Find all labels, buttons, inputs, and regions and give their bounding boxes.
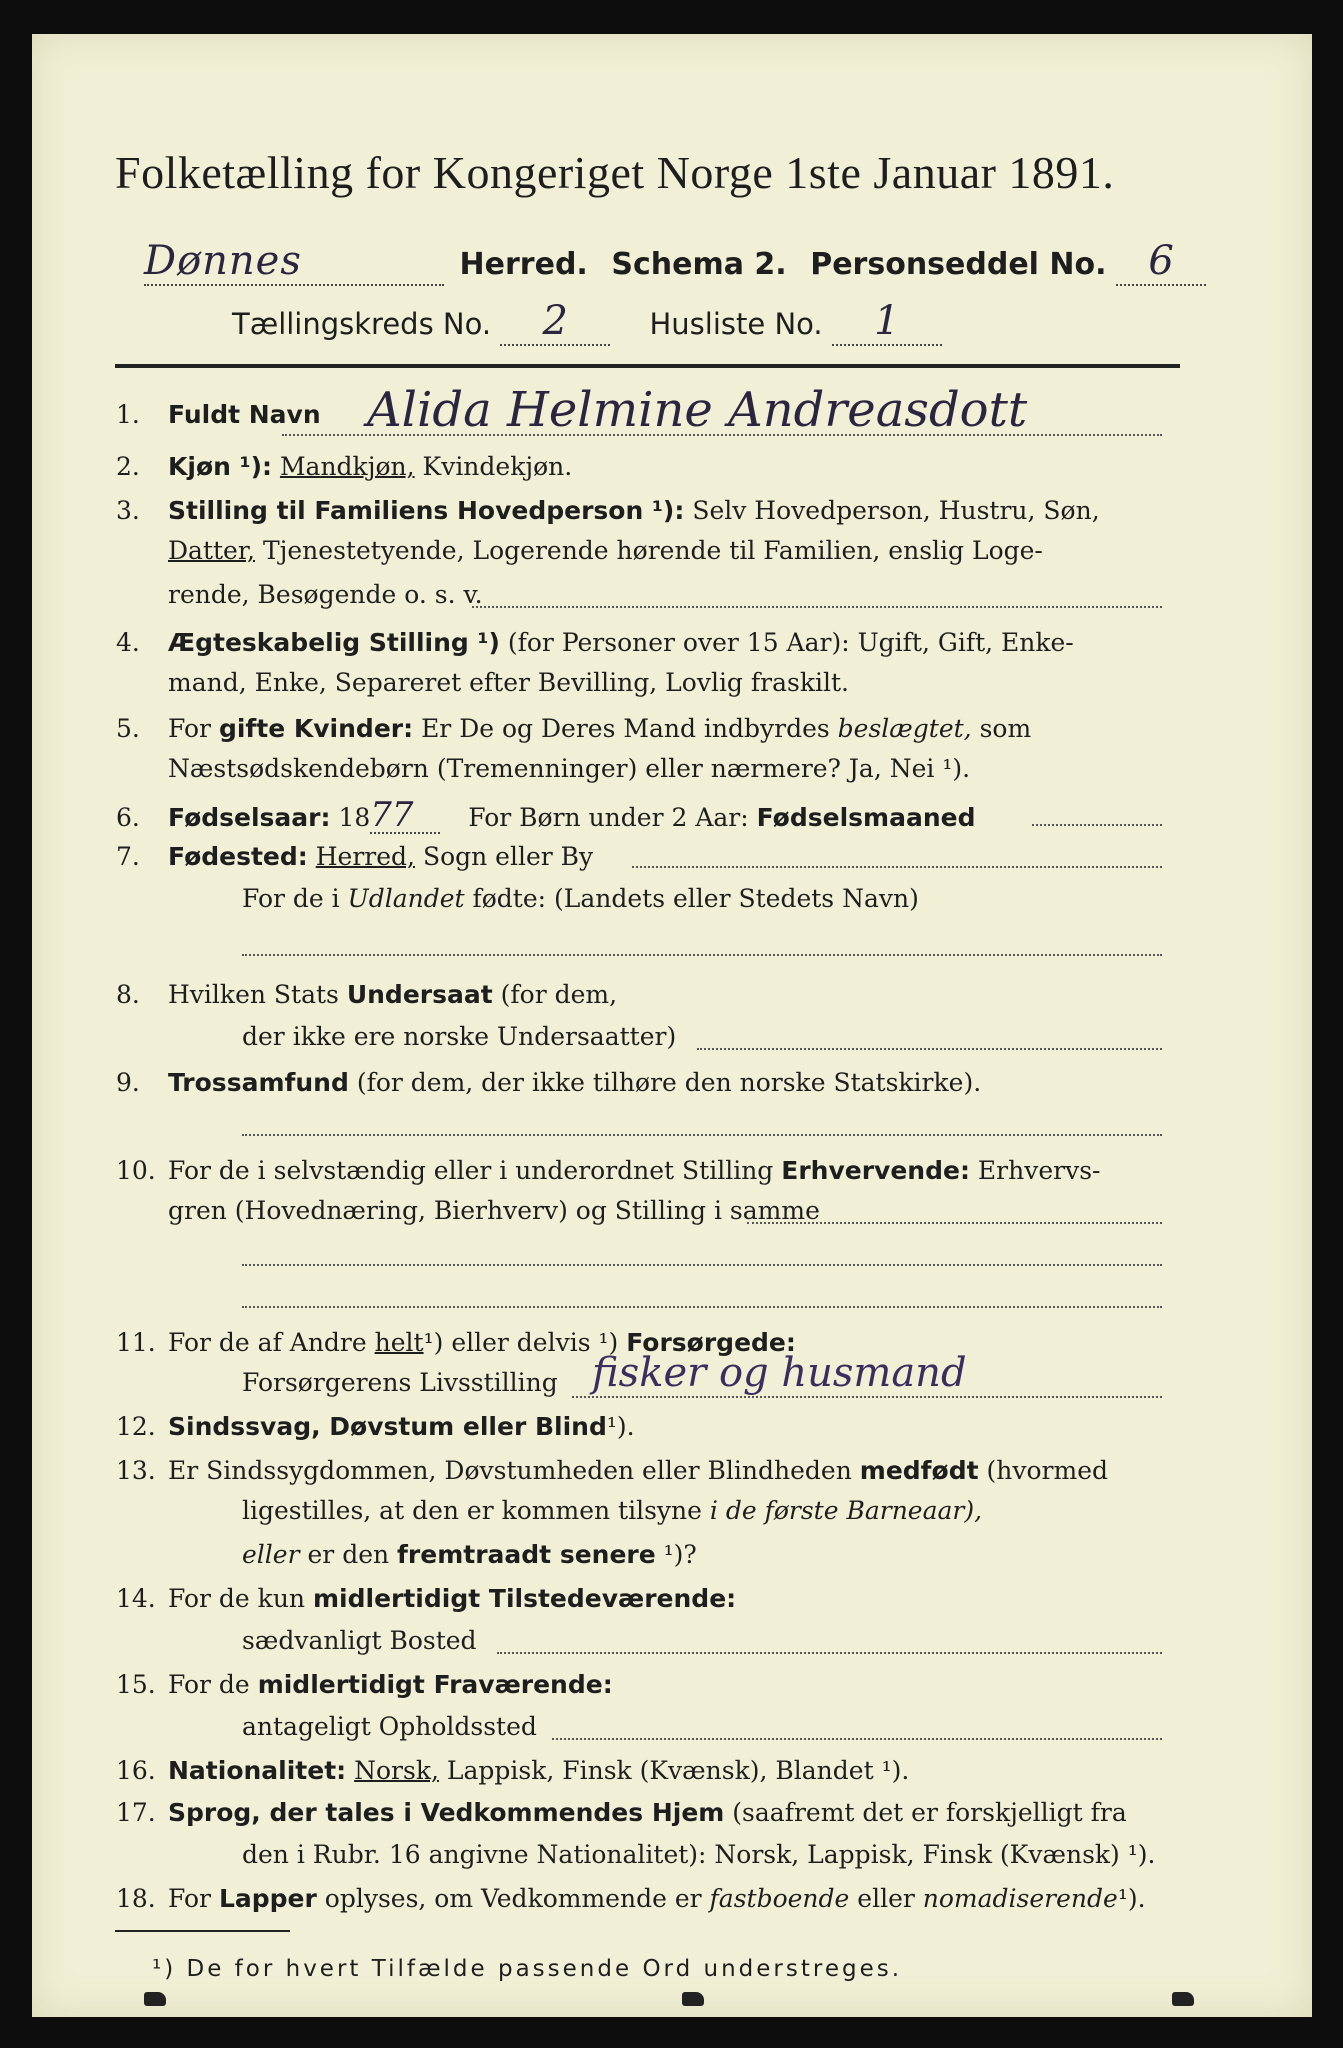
q2-number: 2. <box>116 452 140 481</box>
q13-text1a: Er Sindssygdommen, Døvstumheden eller Blindheden <box>168 1456 852 1485</box>
q6-value: 77 <box>370 798 440 834</box>
q16-label: Nationalitet: <box>168 1756 347 1785</box>
q12-number: 12. <box>116 1412 156 1441</box>
q13-row <box>116 1454 1108 1488</box>
q4-text: (for Personer over 15 Aar): Ugift, Gift, Enke- <box>507 628 1074 657</box>
q7-text2a: For de i <box>242 884 340 913</box>
q13-italic2: eller <box>242 1540 300 1569</box>
q13-number: 13. <box>116 1456 156 1485</box>
q5-label: gifte Kvinder: <box>218 714 414 743</box>
q10-number: 10. <box>116 1156 156 1185</box>
q10-fill2 <box>242 1264 1162 1266</box>
q6-row <box>116 795 976 835</box>
q8-label: Undersaat <box>346 980 493 1009</box>
census-form <box>32 34 1312 2017</box>
q17-row <box>116 1796 1127 1830</box>
q7-line2 <box>242 884 919 913</box>
q15-number: 15. <box>116 1670 156 1699</box>
q18-italic2: nomadiserende <box>922 1884 1118 1913</box>
q9-text: (for dem, der ikke tilhøre den norske Statskirke). <box>356 1068 982 1097</box>
q7-fill2 <box>242 954 1162 956</box>
q9-fill <box>242 1134 1162 1136</box>
q9-row <box>116 1066 981 1100</box>
q10-line2: gren (Hovednæring, Bierhverv) og Stilling i samme <box>168 1196 820 1225</box>
q10-row <box>116 1154 1100 1188</box>
q17-label: Sprog, der tales i Vedkommendes Hjem <box>168 1798 725 1827</box>
herred-value: Dønnes <box>144 238 444 286</box>
q2-label: Kjøn ¹): <box>168 452 272 481</box>
q16-row <box>116 1754 909 1788</box>
q13-label2: fremtraadt senere <box>397 1540 656 1569</box>
q12-row <box>116 1410 635 1444</box>
kreds-label: Tællingskreds No. <box>232 307 492 341</box>
q18-text4: ¹). <box>1117 1884 1146 1913</box>
q6-prefix: 18 <box>338 803 371 832</box>
q5-italic: beslægtet, <box>837 714 972 743</box>
q3-number: 3. <box>116 496 140 525</box>
q15-label: midlertidigt Fraværende: <box>257 1670 613 1699</box>
q3-line2 <box>168 536 1043 565</box>
q14-fill <box>497 1652 1162 1654</box>
q1-value: Alida Helmine Andreasdott <box>367 382 1028 438</box>
q9-number: 9. <box>116 1068 140 1097</box>
schema-label: Schema 2. <box>611 247 787 282</box>
q13-text1b: (hvormed <box>986 1456 1109 1485</box>
q16-number: 16. <box>116 1756 156 1785</box>
personseddel-label: Personseddel No. <box>810 247 1107 282</box>
q4-line2: mand, Enke, Separeret efter Bevilling, Lovlig fraskilt. <box>168 668 849 697</box>
q14-line2: sædvanligt Bosted <box>242 1626 477 1655</box>
q8-line2: der ikke ere norske Undersaatter) <box>242 1022 677 1051</box>
header-rule <box>115 364 1180 368</box>
q2-option-kvindekjon: Kvindekjøn. <box>422 452 573 481</box>
q16-option-norsk: Norsk, <box>354 1756 439 1785</box>
q5-text: Er De og Deres Mand indbyrdes <box>421 714 830 743</box>
q10-text1: For de i selvstændig eller i underordnet Stilling <box>168 1156 774 1185</box>
kreds-value: 2 <box>500 298 610 346</box>
q15-row <box>116 1668 613 1702</box>
q14-number: 14. <box>116 1584 156 1613</box>
q5-text-end: som <box>979 714 1032 743</box>
herred-label: Herred. <box>459 247 588 282</box>
q15-fill <box>552 1738 1162 1740</box>
q4-row <box>116 626 1074 660</box>
footnote-rule <box>115 1930 290 1932</box>
q11-text1a: For de af Andre <box>168 1328 367 1357</box>
q11-value: fisker og husmand <box>592 1350 967 1396</box>
q7-option-herred: Herred, <box>315 842 415 871</box>
q8-row <box>116 978 617 1012</box>
q2-option-mandkjon: Mandkjøn, <box>279 452 415 481</box>
q10-label: Erhvervende: <box>781 1156 970 1185</box>
q4-label: Ægteskabelig Stilling ¹) <box>168 628 500 657</box>
q14-label: midlertidigt Tilstedeværende: <box>312 1584 737 1613</box>
q13-text2a: ligestilles, at den er kommen tilsyne <box>242 1496 702 1525</box>
q11-text1b: ¹) eller delvis ¹) <box>423 1328 619 1357</box>
q8-number: 8. <box>116 980 140 1009</box>
q13-text3b: ¹)? <box>663 1540 697 1569</box>
q3-fill <box>472 606 1162 608</box>
q10-fill <box>747 1222 1162 1224</box>
q7-text2b: fødte: (Landets eller Stedets Navn) <box>472 884 919 913</box>
q1-label: Fuldt Navn <box>168 400 321 429</box>
q6-fill <box>1032 824 1162 826</box>
q11-fill <box>572 1396 1162 1398</box>
q17-text1: (saafremt det er forskjelligt fra <box>732 1798 1127 1827</box>
q13-italic: i de første Barneaar), <box>709 1496 983 1525</box>
q3-label: Stilling til Familiens Hovedperson ¹): <box>168 496 685 525</box>
q9-label: Trossamfund <box>168 1068 349 1097</box>
q18-italic1: fastboende <box>709 1884 850 1913</box>
q15-line2: antageligt Opholdssted <box>242 1712 537 1741</box>
q10-fill3 <box>242 1306 1162 1308</box>
q5-row <box>116 712 1031 746</box>
q11-label: Forsørgede: <box>626 1328 796 1357</box>
q13-label: medfødt <box>859 1456 979 1485</box>
q14-row <box>116 1582 736 1616</box>
q6-label: Fødselsaar: <box>168 803 331 832</box>
footnote: ¹) De for hvert Tilfælde passende Ord understreges. <box>152 1956 903 1982</box>
registration-mark-center <box>682 1992 704 2006</box>
husliste-label: Husliste No. <box>649 307 823 341</box>
q8-text1b: (for dem, <box>500 980 618 1009</box>
q13-line2 <box>242 1496 982 1525</box>
q7-number: 7. <box>116 842 140 871</box>
q7-label: Fødested: <box>168 842 308 871</box>
q18-text1: For <box>168 1884 211 1913</box>
personseddel-value: 6 <box>1116 238 1206 286</box>
husliste-value: 1 <box>832 298 942 346</box>
q1-fill <box>282 434 1162 436</box>
q3-line3: rende, Besøgende o. s. v. <box>168 580 483 609</box>
q18-text3: eller <box>857 1884 915 1913</box>
q16-text: Lappisk, Finsk (Kvænsk), Blandet ¹). <box>446 1756 910 1785</box>
q8-text1a: Hvilken Stats <box>168 980 339 1009</box>
q3-row <box>116 494 1100 528</box>
q10-text1b: Erhvervs- <box>977 1156 1101 1185</box>
q14-text1: For de kun <box>168 1584 306 1613</box>
q3-text2: Tjenestetyende, Logerende hørende til Familien, enslig Loge- <box>262 536 1043 565</box>
q6-text: For Børn under 2 Aar: <box>468 803 749 832</box>
q5-for: For <box>168 714 211 743</box>
q3-text: Selv Hovedperson, Hustru, Søn, <box>692 496 1100 525</box>
herred-line <box>144 238 1206 286</box>
q11-number: 11. <box>116 1328 156 1357</box>
q1-row <box>116 398 321 432</box>
q15-text1: For de <box>168 1670 250 1699</box>
q18-number: 18. <box>116 1884 156 1913</box>
kreds-line <box>232 298 942 346</box>
q11-option-helt: helt <box>374 1328 424 1357</box>
q6-number: 6. <box>116 803 140 832</box>
registration-mark-right <box>1172 1992 1194 2006</box>
q17-number: 17. <box>116 1798 156 1827</box>
q7-text: Sogn eller By <box>422 842 594 871</box>
q11-line2: Forsørgerens Livsstilling <box>242 1368 558 1397</box>
q18-row <box>116 1882 1146 1916</box>
q1-number: 1. <box>116 400 140 429</box>
q13-line3 <box>242 1540 697 1569</box>
q8-fill <box>697 1048 1162 1050</box>
q18-label: Lapper <box>218 1884 317 1913</box>
q17-line2: den i Rubr. 16 angivne Nationalitet): Norsk, Lappisk, Finsk (Kvænsk) ¹). <box>242 1840 1156 1869</box>
q5-number: 5. <box>116 714 140 743</box>
q7-row <box>116 840 593 874</box>
q18-text2: oplyses, om Vedkommende er <box>324 1884 702 1913</box>
registration-mark-left <box>144 1992 166 2006</box>
q2-row <box>116 450 572 484</box>
q4-number: 4. <box>116 628 140 657</box>
q3-option-datter: Datter, <box>168 536 255 565</box>
q7-italic: Udlandet <box>347 884 465 913</box>
form-title: Folketælling for Kongeriget Norge 1ste Januar 1891. <box>115 147 1115 198</box>
q6-label2: Fødselsmaaned <box>756 803 976 832</box>
q12-text: ¹). <box>606 1412 635 1441</box>
q7-fill <box>632 866 1162 868</box>
q13-text3: er den <box>307 1540 390 1569</box>
q5-line2: Næstsødskendebørn (Tremenninger) eller nærmere? Ja, Nei ¹). <box>168 754 971 783</box>
q12-label: Sindssvag, Døvstum eller Blind <box>168 1412 607 1441</box>
